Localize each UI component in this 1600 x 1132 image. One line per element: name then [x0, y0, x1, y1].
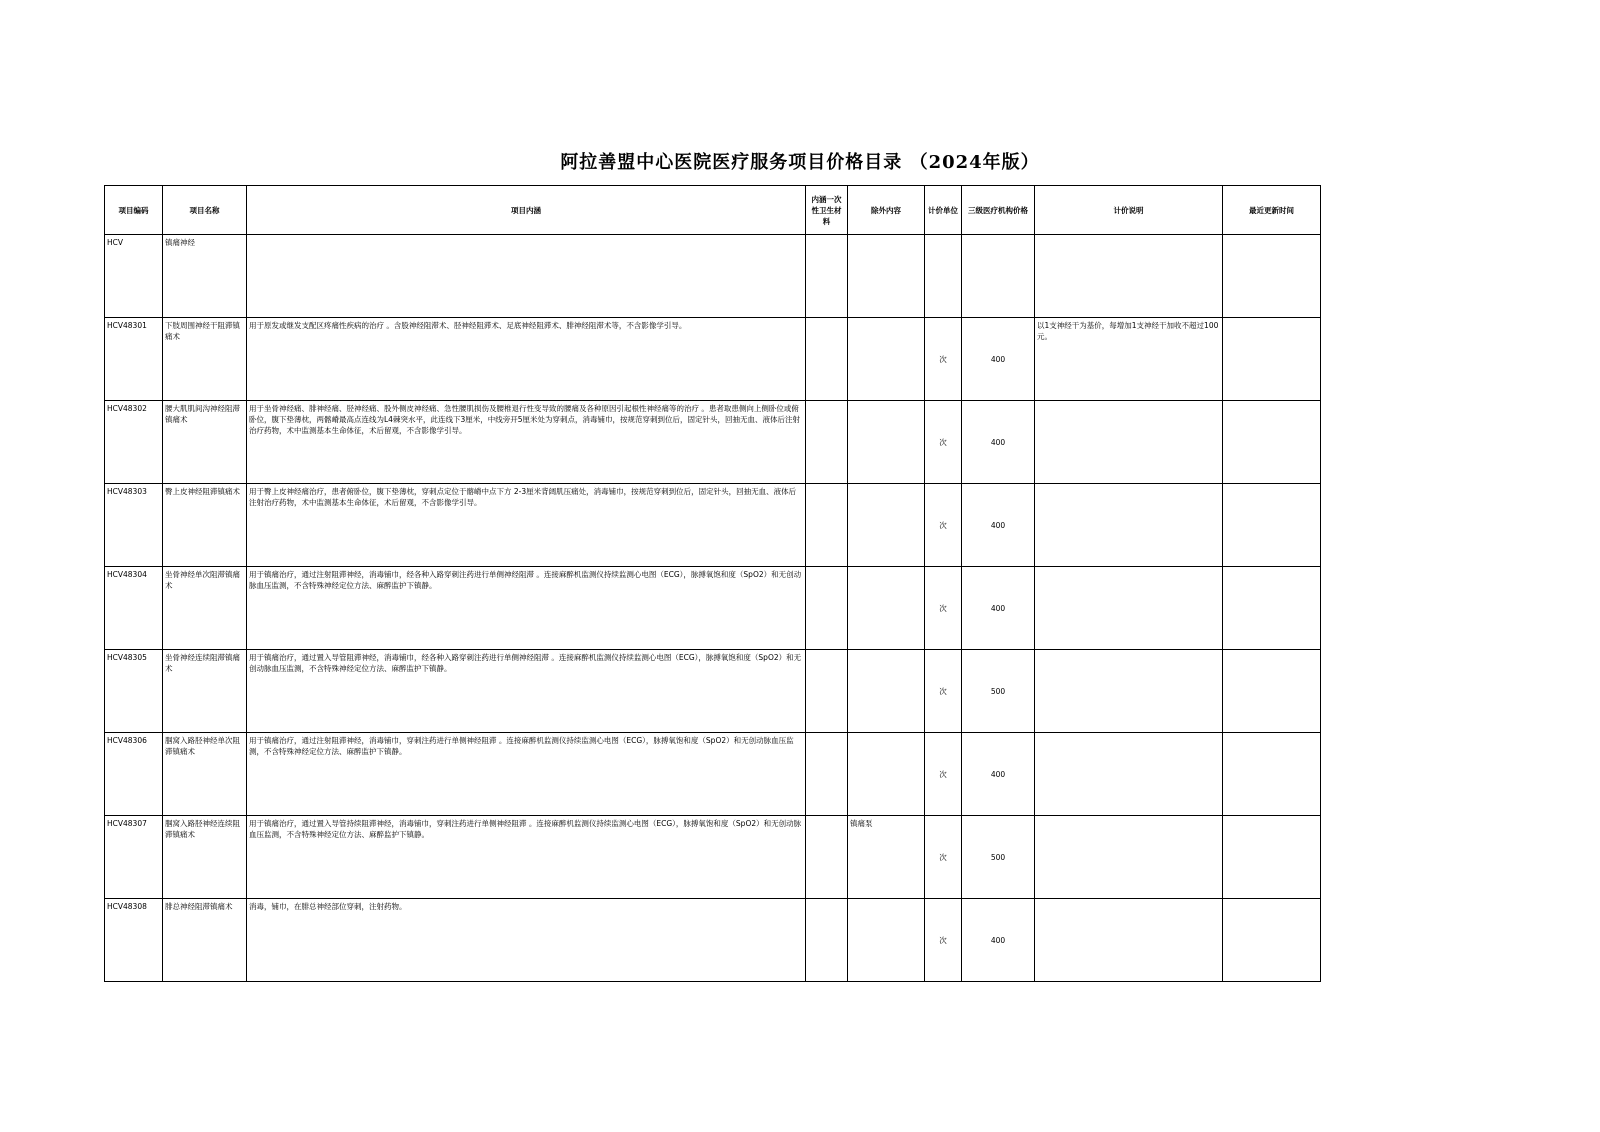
- table-row: [105, 484, 1321, 567]
- header-desc: 项目内涵: [247, 186, 806, 235]
- cell-price: 400: [962, 567, 1035, 650]
- cell-material: [806, 899, 848, 982]
- cell-name: 坐骨神经连续阻滞镇痛术: [163, 650, 247, 733]
- cell-material: [806, 733, 848, 816]
- table-row: [105, 235, 1321, 318]
- table-row: [105, 899, 1321, 982]
- cell-updated: [1223, 401, 1321, 484]
- cell-unit: 次: [925, 401, 962, 484]
- cell-unit: 次: [925, 650, 962, 733]
- cell-desc: 用于镇痛治疗，通过置入导管阻滞神经，消毒铺巾，经各种入路穿刺注药进行单侧神经阻滞 。连接麻醉机监测仪持续监测心电图（ECG），脉搏氧饱和度（SpO2）和无创动脉血压监测，不含特殊神经定位方法、麻醉监护下镇静。: [247, 650, 806, 733]
- cell-material: [806, 567, 848, 650]
- cell-note: [1035, 567, 1223, 650]
- cell-unit: 次: [925, 816, 962, 899]
- cell-note: 以1支神经干为基价，每增加1支神经干加收不超过100元。: [1035, 318, 1223, 401]
- cell-excluded: [848, 401, 925, 484]
- table-row: [105, 816, 1321, 899]
- header-note: 计价说明: [1035, 186, 1223, 235]
- header-name: 项目名称: [163, 186, 247, 235]
- cell-code: HCV48305: [105, 650, 163, 733]
- header-material: 内涵一次性卫生材料: [806, 186, 848, 235]
- cell-desc: 用于原发或继发支配区疼痛性疾病的治疗 。含股神经阻滞术、胫神经阻滞术、足底神经阻滞术、腓神经阻滞术等，不含影像学引导。: [247, 318, 806, 401]
- page-title: 阿拉善盟中心医院医疗服务项目价格目录 （2024年版）: [560, 152, 1040, 173]
- cell-desc: 用于镇痛治疗，通过注射阻滞神经，消毒铺巾，穿刺注药进行单侧神经阻滞 。连接麻醉机监测仪持续监测心电图（ECG），脉搏氧饱和度（SpO2）和无创动脉血压监测，不含特殊神经定位方法、麻醉监护下镇静。: [247, 733, 806, 816]
- cell-name: 腰大肌肌间沟神经阻滞镇痛术: [163, 401, 247, 484]
- cell-price: 500: [962, 816, 1035, 899]
- cell-note: [1035, 401, 1223, 484]
- cell-desc: 用于臀上皮神经痛治疗，患者俯卧位，腹下垫薄枕，穿刺点定位于髂嵴中点下方 2-3厘米背阔肌压痛处，消毒铺巾，按规范穿刺到位后，固定针头，回抽无血、液体后注射治疗药物，术中监测基本生命体征，术后留观，不含影像学引导。: [247, 484, 806, 567]
- cell-updated: [1223, 733, 1321, 816]
- table-row: [105, 401, 1321, 484]
- cell-unit: 次: [925, 567, 962, 650]
- cell-excluded: [848, 567, 925, 650]
- cell-name: 镇痛神经: [163, 235, 247, 318]
- header-price: 三级医疗机构价格: [962, 186, 1035, 235]
- cell-name: 臀上皮神经阻滞镇痛术: [163, 484, 247, 567]
- cell-code: HCV48301: [105, 318, 163, 401]
- cell-unit: 次: [925, 733, 962, 816]
- table-row: [105, 650, 1321, 733]
- cell-desc: 用于坐骨神经痛、腓神经痛、胫神经痛、股外侧皮神经痛、急性腰肌损伤及腰椎退行性变导致的腰痛及各种原因引起根性神经痛等的治疗 。患者取患侧向上侧卧位或俯卧位，腹下垫薄枕，两髂嵴最高点连线为L4棘突水平，此连线下3厘米，中线旁开5厘米处为穿刺点，消毒铺巾，按规范穿刺到位后，固定针头，回抽无血、液体后注射治疗药物，术中监测基本生命体征，术后留观，不含影像学引导。: [247, 401, 806, 484]
- cell-code: HCV: [105, 235, 163, 318]
- cell-excluded: [848, 235, 925, 318]
- cell-desc: 用于镇痛治疗，通过注射阻滞神经，消毒铺巾，经各种入路穿刺注药进行单侧神经阻滞 。连接麻醉机监测仪持续监测心电图（ECG），脉搏氧饱和度（SpO2）和无创动脉血压监测，不含特殊神经定位方法、麻醉监护下镇静。: [247, 567, 806, 650]
- cell-material: [806, 650, 848, 733]
- header-excluded: 除外内容: [848, 186, 925, 235]
- cell-name: 腘窝入路胫神经单次阻滞镇痛术: [163, 733, 247, 816]
- cell-excluded: [848, 899, 925, 982]
- cell-price: 400: [962, 899, 1035, 982]
- cell-code: HCV48303: [105, 484, 163, 567]
- cell-code: HCV48308: [105, 899, 163, 982]
- table-header-row: [105, 186, 1321, 235]
- cell-excluded: 镇痛泵: [848, 816, 925, 899]
- cell-unit: 次: [925, 318, 962, 401]
- cell-updated: [1223, 567, 1321, 650]
- cell-price: 400: [962, 484, 1035, 567]
- cell-desc: [247, 235, 806, 318]
- cell-price: 400: [962, 733, 1035, 816]
- cell-code: HCV48307: [105, 816, 163, 899]
- cell-updated: [1223, 816, 1321, 899]
- cell-price: [962, 235, 1035, 318]
- cell-name: 腘窝入路胫神经连续阻滞镇痛术: [163, 816, 247, 899]
- cell-updated: [1223, 484, 1321, 567]
- cell-desc: 用于镇痛治疗，通过置入导管持续阻滞神经，消毒铺巾，穿刺注药进行单侧神经阻滞 。连接麻醉机监测仪持续监测心电图（ECG），脉搏氧饱和度（SpO2）和无创动脉血压监测，不含特殊神经定位方法、麻醉监护下镇静。: [247, 816, 806, 899]
- cell-note: [1035, 733, 1223, 816]
- cell-note: [1035, 650, 1223, 733]
- cell-code: HCV48306: [105, 733, 163, 816]
- cell-note: [1035, 899, 1223, 982]
- cell-material: [806, 484, 848, 567]
- cell-name: 腓总神经阻滞镇痛术: [163, 899, 247, 982]
- cell-material: [806, 318, 848, 401]
- table-row: [105, 318, 1321, 401]
- cell-desc: 消毒，铺巾，在腓总神经部位穿刺，注射药物。: [247, 899, 806, 982]
- cell-price: 500: [962, 650, 1035, 733]
- cell-updated: [1223, 650, 1321, 733]
- cell-price: 400: [962, 318, 1035, 401]
- cell-updated: [1223, 235, 1321, 318]
- cell-updated: [1223, 318, 1321, 401]
- cell-name: 坐骨神经单次阻滞镇痛术: [163, 567, 247, 650]
- cell-note: [1035, 484, 1223, 567]
- cell-unit: 次: [925, 484, 962, 567]
- cell-unit: 次: [925, 899, 962, 982]
- price-table: [104, 185, 1321, 982]
- cell-name: 下肢周围神经干阻滞镇痛术: [163, 318, 247, 401]
- cell-excluded: [848, 318, 925, 401]
- cell-code: HCV48304: [105, 567, 163, 650]
- cell-excluded: [848, 733, 925, 816]
- cell-excluded: [848, 484, 925, 567]
- cell-material: [806, 235, 848, 318]
- header-updated: 最近更新时间: [1223, 186, 1321, 235]
- header-code: 项目编码: [105, 186, 163, 235]
- table-row: [105, 733, 1321, 816]
- cell-material: [806, 816, 848, 899]
- cell-note: [1035, 235, 1223, 318]
- cell-price: 400: [962, 401, 1035, 484]
- header-unit: 计价单位: [925, 186, 962, 235]
- cell-unit: [925, 235, 962, 318]
- cell-updated: [1223, 899, 1321, 982]
- cell-excluded: [848, 650, 925, 733]
- table-row: [105, 567, 1321, 650]
- cell-material: [806, 401, 848, 484]
- cell-code: HCV48302: [105, 401, 163, 484]
- cell-note: [1035, 816, 1223, 899]
